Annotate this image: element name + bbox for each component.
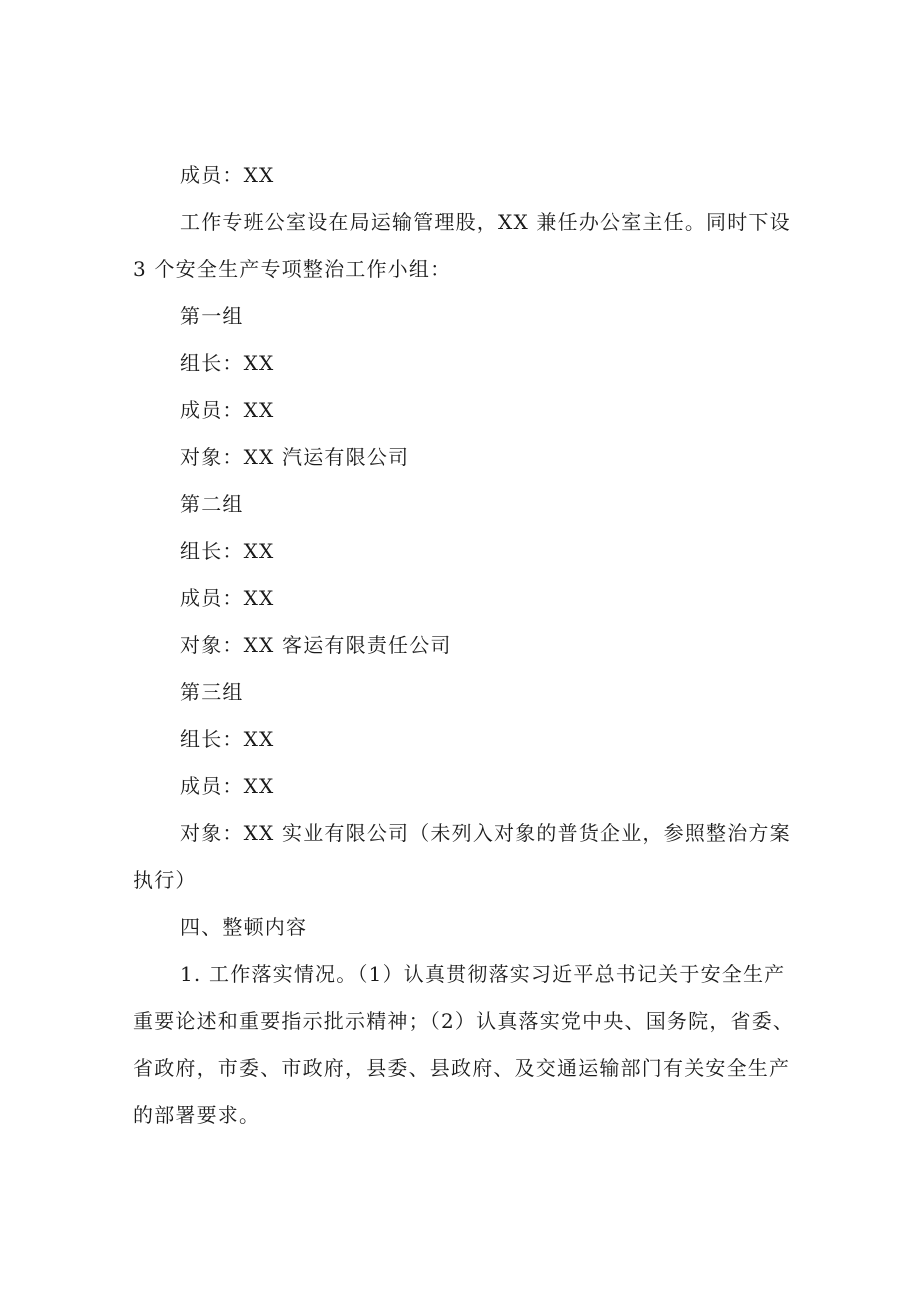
paragraph-work-implementation: 1. 工作落实情况。（1）认真贯彻落实习近平总书记关于安全生产重要论述和重要指示批示精神；（2）认真落实党中央、国务院，省委、省政府，市委、市政府，县委、县政府、及交通运输部门有关安全生产的部署要求。	[133, 962, 795, 1127]
group-three-target: 对象：XX 实业有限公司（未列入对象的普货企业，参照整治方案执行）	[133, 821, 791, 892]
group-two-leader: 组长：XX	[180, 539, 275, 563]
group-three-member: 成员：XX	[180, 774, 275, 798]
group-one-target: 对象：XX 汽运有限公司	[180, 445, 410, 469]
document-body	[133, 152, 801, 1139]
group-one-member: 成员：XX	[180, 398, 275, 422]
group-one-leader: 组长：XX	[180, 351, 275, 375]
group-one-heading: 第一组	[180, 304, 244, 328]
group-two-member: 成员：XX	[180, 586, 275, 610]
group-two-target: 对象：XX 客运有限责任公司	[180, 633, 452, 657]
group-three-heading: 第三组	[180, 680, 244, 704]
paragraph-member: 成员：XX	[180, 163, 275, 187]
paragraph-office-setup: 工作专班公室设在局运输管理股，XX 兼任办公室主任。同时下设 3 个安全生产专项整治工作小组：	[133, 210, 791, 281]
group-three-leader: 组长：XX	[180, 727, 275, 751]
group-two-heading: 第二组	[180, 492, 244, 516]
section-heading-content: 四、整顿内容	[180, 915, 308, 939]
